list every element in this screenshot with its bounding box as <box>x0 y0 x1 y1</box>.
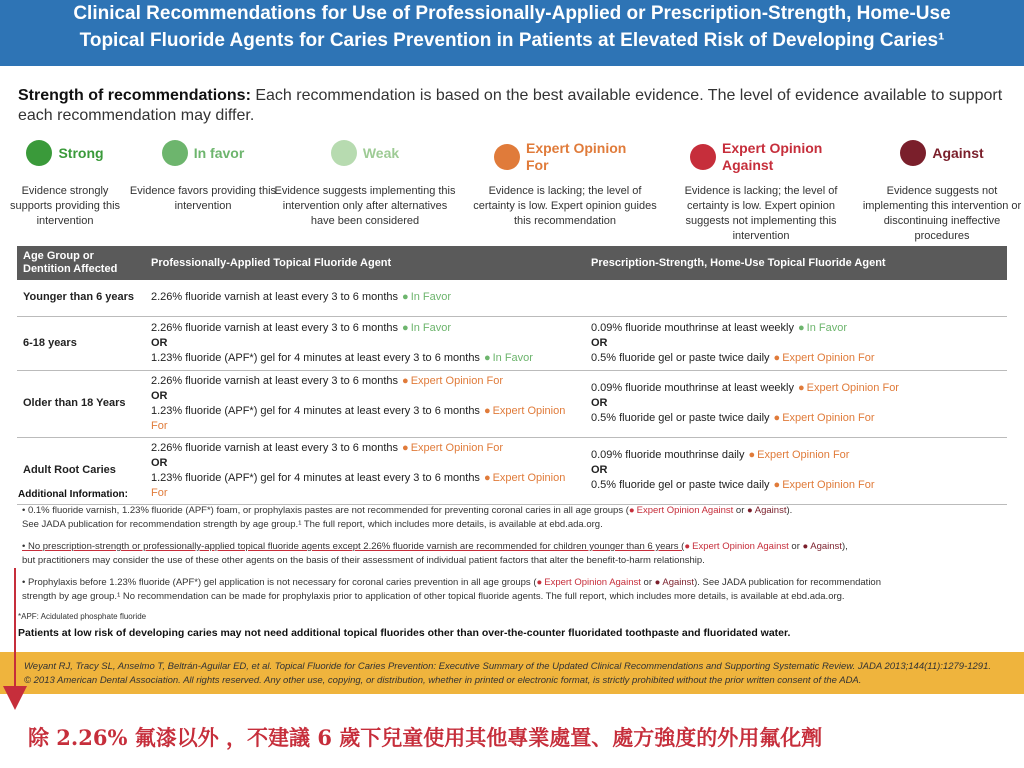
recommendation-text: 0.5% fluoride gel or paste twice daily <box>591 412 770 424</box>
recommendation-text: 0.5% fluoride gel or paste twice daily <box>591 351 770 364</box>
rating-badge: ● Expert Opinion For <box>748 449 849 461</box>
legend-title: Weak <box>362 144 400 161</box>
or-label: OR <box>151 456 168 469</box>
rating-badge: ● Expert Opinion For <box>774 412 875 424</box>
legend-title: Against <box>932 144 984 161</box>
recommendation-text: 2.26% fluoride varnish at least every 3 to 6 months <box>151 441 399 454</box>
or-text: or <box>788 541 803 552</box>
additional-item-1-note: See JADA publication for recommendation strength by age group.¹ The full report, which includes more details, is available at ebd.ada.org. <box>22 519 603 530</box>
rx-cell <box>585 316 1007 370</box>
copyright-line: © 2013 American Dental Association. All rights reserved. Any other use, copying, or distribution, whether in printed or electronic format, is strictly prohibited without the prior written consent of the ADA. <box>24 675 862 686</box>
or-label: OR <box>151 336 168 349</box>
table-header-row <box>17 246 1007 280</box>
additional-item-1 <box>18 504 1008 532</box>
legend-description: Evidence is lacking; the level of certainty is low. Expert opinion suggests not implementing this intervention <box>684 185 838 242</box>
legend-item <box>860 140 1024 244</box>
recommendation-line <box>151 351 579 366</box>
rating-badge: ● Expert Opinion For <box>151 405 565 432</box>
against-badge: ● Against <box>655 577 694 588</box>
legend-dot-icon <box>162 140 188 166</box>
against-badge: ● Against <box>747 505 786 516</box>
additional-item-2-end: ), <box>841 541 848 552</box>
table-row <box>17 316 1007 370</box>
legend-description: Evidence favors providing this intervention <box>129 185 277 212</box>
prof-cell <box>145 370 585 437</box>
legend-item <box>128 140 278 214</box>
recommendation-text: 0.09% fluoride mouthrinse at least weekly <box>591 382 794 394</box>
table-row <box>17 280 1007 316</box>
page-header <box>0 0 1024 66</box>
header-line-2: Topical Fluoride Agents for Caries Prevention in Patients at Elevated Risk of Developing Caries¹ <box>79 30 945 51</box>
recommendation-text: 0.09% fluoride mouthrinse daily <box>591 449 745 461</box>
additional-item-2-note: but practitioners may consider the use of these other agents on the basis of their assessment of individual patient factors that alter the benefit-to-harm relationship. <box>22 555 705 566</box>
age-group-cell: Younger than 6 years <box>17 280 145 316</box>
rating-badge: ● Expert Opinion For <box>798 382 899 394</box>
rating-badge: ● In Favor <box>402 322 451 334</box>
low-risk-note: Patients at low risk of developing caries may not need additional topical fluorides other than over-the-counter fluoridated toothpaste and fluoridated water. <box>18 627 791 639</box>
recommendation-line <box>591 381 1001 396</box>
additional-item-3-end: ). See JADA publication for recommendation <box>694 577 881 588</box>
rating-badge: ● Expert Opinion For <box>402 375 503 387</box>
recommendation-line <box>591 321 1001 336</box>
strength-text: Each recommendation is based on the best available evidence. The level of evidence available to support each recommendation may differ. <box>18 87 1003 124</box>
against-badge: ● Against <box>803 541 842 552</box>
prof-cell <box>145 316 585 370</box>
strength-of-recommendations <box>18 86 1008 126</box>
recommendation-line <box>591 448 1001 463</box>
header-line-1: Clinical Recommendations for Use of Professionally-Applied or Prescription-Strength, Home-Use <box>73 3 951 24</box>
citation-footer <box>0 652 1024 694</box>
citation-line: Weyant RJ, Tracy SL, Anselmo T, Beltrán-Aguilar ED, et al. Topical Fluoride for Caries Prevention: Executive Summary of the Updated Clinical Recommendations and Supporting Systematic Review. JADA 2013;144(11):1279-1291. <box>24 661 992 672</box>
or-label: OR <box>591 464 608 476</box>
legend-item <box>666 140 856 244</box>
recommendation-text: 0.09% fluoride mouthrinse at least weekly <box>591 321 794 334</box>
legend-description: Evidence suggests not implementing this intervention or discontinuing ineffective procedures <box>862 185 1022 242</box>
legend-description: Evidence suggests implementing this intervention only after alternatives have been considered <box>274 185 456 227</box>
column-header-age: Age Group or Dentition Affected <box>17 246 145 280</box>
rating-badge: ● Expert Opinion For <box>151 472 565 499</box>
expert-opinion-against-badge: ● Expert Opinion Against <box>684 541 788 552</box>
rating-badge: ● In Favor <box>798 322 847 334</box>
recommendation-text: 2.26% fluoride varnish at least every 3 to 6 months <box>151 291 399 304</box>
legend-dot-icon <box>690 144 716 170</box>
age-group-cell: Adult Root Caries <box>17 437 145 504</box>
or-label: OR <box>591 397 608 409</box>
recommendation-text: 2.26% fluoride varnish at least every 3 to 6 months <box>151 321 399 334</box>
column-header-prescription: Prescription-Strength, Home-Use Topical Fluoride Agent <box>585 246 1007 280</box>
age-group-cell: Older than 18 Years <box>17 370 145 437</box>
additional-item-3-text: • Prophylaxis before 1.23% fluoride (APF*) gel application is not necessary for coronal caries prevention in all age groups ( <box>22 577 537 588</box>
recommendation-text: 0.5% fluoride gel or paste twice daily <box>591 479 770 491</box>
additional-heading: Additional Information: <box>18 489 128 500</box>
annotation-arrow-icon <box>3 686 27 710</box>
additional-item-1-text: • 0.1% fluoride varnish, 1.23% fluoride (APF*) foam, or prophylaxis pastes are not recommended for preventing coronal caries in all age groups ( <box>22 505 629 516</box>
rx-cell <box>585 370 1007 437</box>
additional-item-2-text: • No prescription-strength or professionally-applied topical fluoride agents except 2.26% fluoride varnish are recommended for children younger than 6 years ( <box>22 541 685 552</box>
rx-cell <box>585 280 1007 316</box>
legend-title: Strong <box>58 144 104 161</box>
recommendation-line <box>591 351 1001 366</box>
recommendation-line <box>151 374 579 389</box>
rating-badge: ● In Favor <box>402 291 451 303</box>
recommendation-text: 2.26% fluoride varnish at least every 3 to 6 months <box>151 374 399 387</box>
recommendation-text: 1.23% fluoride (APF*) gel for 4 minutes at least every 3 to 6 months <box>151 471 480 484</box>
additional-item-1-end: ). <box>786 505 793 516</box>
recommendation-line <box>151 404 579 434</box>
recommendation-text: 1.23% fluoride (APF*) gel for 4 minutes at least every 3 to 6 months <box>151 404 480 417</box>
recommendation-line <box>151 290 579 305</box>
legend-title: Expert Opinion Against <box>722 140 823 173</box>
table-row <box>17 370 1007 437</box>
legend-description: Evidence strongly supports providing this intervention <box>9 185 121 227</box>
rating-badge: ● Expert Opinion For <box>402 442 503 454</box>
additional-item-3 <box>18 576 1008 604</box>
additional-information <box>18 488 1008 640</box>
apf-footnote: *APF: Acidulated phosphate fluoride <box>18 612 147 621</box>
legend-dot-icon <box>26 140 52 166</box>
additional-item-2 <box>18 540 1008 568</box>
rating-badge: ● In Favor <box>484 352 533 364</box>
chinese-annotation-caption: 除 2.26% 氟漆以外 ，不建議 6 歲下兒童使用其他專業處置、處方強度的外用氟化劑 <box>28 725 823 750</box>
age-group-cell: 6-18 years <box>17 316 145 370</box>
legend-description: Evidence is lacking; the level of certainty is low. Expert opinion guides this recommendation <box>473 185 657 227</box>
recommendation-line <box>151 441 579 456</box>
legend <box>0 140 1024 240</box>
legend-item <box>272 140 458 229</box>
additional-item-3-note: strength by age group.¹ No recommendation can be made for prophylaxis prior to application of other topical fluoride agents. The full report, which includes more details, is available at ebd.ada.org. <box>22 591 845 602</box>
annotation-arrow-line <box>14 568 16 700</box>
or-label: OR <box>151 389 168 402</box>
or-text: or <box>733 505 748 516</box>
recommendation-line <box>591 411 1001 426</box>
legend-item <box>0 140 130 229</box>
legend-dot-icon <box>900 140 926 166</box>
legend-item <box>470 140 660 229</box>
legend-title: Expert Opinion For <box>526 140 627 173</box>
rating-badge: ● Expert Opinion For <box>774 352 875 364</box>
prof-cell <box>145 280 585 316</box>
or-label: OR <box>591 336 608 349</box>
or-text: or <box>640 577 655 588</box>
column-header-professional: Professionally-Applied Topical Fluoride Agent <box>145 246 585 280</box>
rating-badge: ● Expert Opinion For <box>774 479 875 491</box>
legend-title: In favor <box>193 144 245 161</box>
legend-dot-icon <box>331 140 357 166</box>
recommendation-text: 1.23% fluoride (APF*) gel for 4 minutes at least every 3 to 6 months <box>151 351 480 364</box>
recommendations-table <box>17 246 1007 505</box>
strength-label: Strength of recommendations: <box>18 87 251 104</box>
legend-dot-icon <box>494 144 520 170</box>
expert-opinion-against-badge: ● Expert Opinion Against <box>536 577 640 588</box>
recommendation-line <box>151 321 579 336</box>
expert-opinion-against-badge: ● Expert Opinion Against <box>629 505 733 516</box>
